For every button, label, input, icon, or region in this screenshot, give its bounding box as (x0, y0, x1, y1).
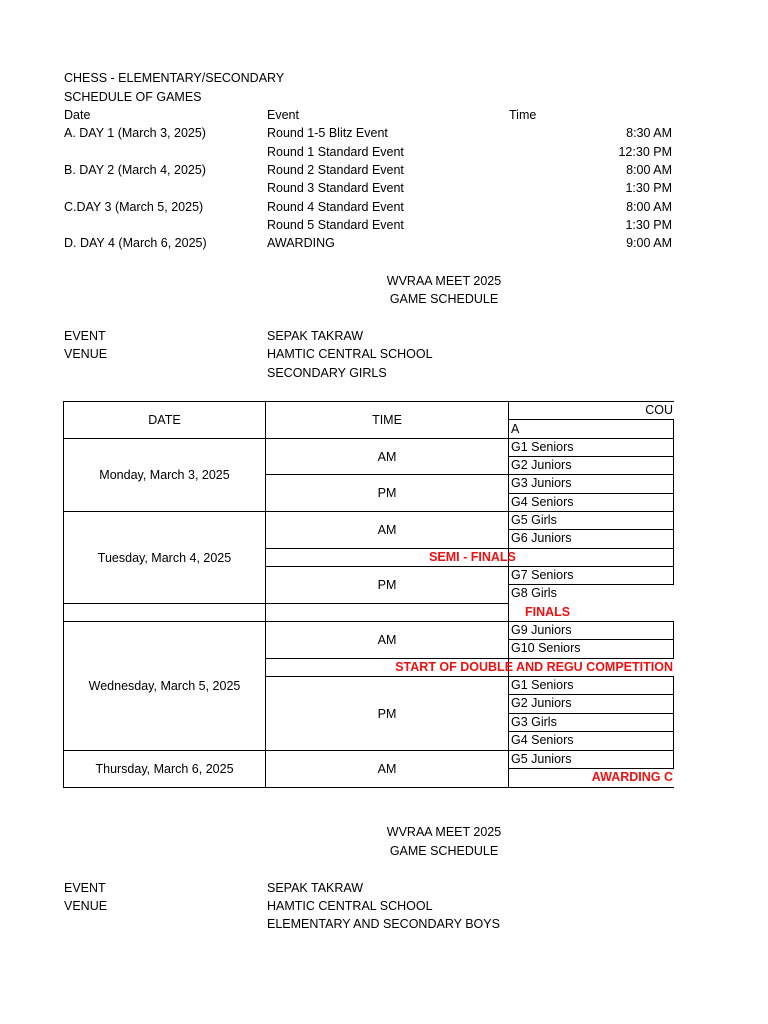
event-value: SEPAK TAKRAW (267, 881, 364, 895)
chess-row-time: 1:30 PM (625, 218, 672, 232)
game-cell: G8 Girls (511, 586, 557, 600)
header-time: TIME (372, 413, 402, 427)
schedule-title: GAME SCHEDULE (389, 844, 499, 858)
chess-row-event: Round 3 Standard Event (267, 181, 404, 195)
game-cell: G4 Seniors (511, 495, 574, 509)
date-cell: Tuesday, March 4, 2025 (97, 550, 232, 565)
chess-row-time: 9:00 AM (626, 236, 672, 250)
event-label: EVENT (64, 881, 106, 895)
chess-row-date: A. DAY 1 (March 3, 2025) (64, 126, 206, 140)
chess-row-time: 8:30 AM (626, 126, 672, 140)
venue-label: VENUE (64, 899, 108, 913)
game-cell: G1 Seniors (511, 440, 574, 454)
time-cell: AM (377, 449, 397, 464)
game-cell: G5 Juniors (511, 752, 572, 766)
date-cell: Wednesday, March 5, 2025 (88, 679, 241, 693)
semi-finals-banner: SEMI - FINALS (429, 550, 516, 564)
chess-header-time: Time (509, 108, 537, 122)
chess-header-date: Date (64, 108, 91, 122)
chess-row-event: Round 5 Standard Event (267, 218, 404, 232)
time-cell: AM (377, 633, 397, 647)
chess-row-date: D. DAY 4 (March 6, 2025) (64, 236, 207, 250)
schedule-title: GAME SCHEDULE (389, 292, 499, 306)
table-border (63, 787, 674, 788)
event-label: EVENT (64, 329, 106, 343)
double-regu-banner: START OF DOUBLE AND REGU COMPETITION (395, 660, 673, 674)
game-cell: G4 Seniors (511, 733, 574, 747)
time-cell: PM (377, 706, 397, 721)
game-schedule-table (63, 401, 674, 788)
time-cell: AM (377, 762, 397, 776)
court-a-label: A (511, 422, 520, 436)
game-cell: G9 Juniors (511, 623, 572, 637)
division-label: SECONDARY GIRLS (267, 366, 387, 380)
chess-row-time: 8:00 AM (626, 200, 672, 214)
chess-row-date: B. DAY 2 (March 4, 2025) (64, 163, 206, 177)
awarding-banner: AWARDING C (591, 770, 673, 784)
game-cell: G10 Seniors (511, 641, 581, 655)
game-cell: G5 Girls (511, 513, 557, 527)
date-cell: Thursday, March 6, 2025 (95, 762, 234, 776)
chess-row-event: Round 4 Standard Event (267, 200, 404, 214)
chess-subtitle: SCHEDULE OF GAMES (64, 90, 202, 104)
chess-title: CHESS - ELEMENTARY/SECONDARY (64, 71, 285, 85)
meet-title: WVRAA MEET 2025 (386, 825, 502, 839)
game-cell: G3 Juniors (511, 476, 572, 490)
header-date: DATE (148, 413, 181, 427)
chess-row-time: 12:30 PM (618, 145, 672, 159)
time-cell: PM (377, 486, 397, 500)
game-cell: G3 Girls (511, 715, 557, 729)
venue-label: VENUE (64, 347, 108, 361)
game-cell: G6 Juniors (511, 531, 572, 545)
venue-value: HAMTIC CENTRAL SCHOOL (267, 347, 433, 361)
chess-row-event: AWARDING (267, 236, 335, 250)
time-cell: PM (377, 578, 397, 592)
venue-value: HAMTIC CENTRAL SCHOOL (267, 899, 433, 913)
chess-row-event: Round 1 Standard Event (267, 145, 404, 159)
header-court: COU (645, 403, 673, 417)
chess-row-event: Round 1-5 Blitz Event (267, 126, 388, 140)
time-cell: AM (377, 523, 397, 537)
chess-row-time: 1:30 PM (625, 181, 672, 195)
finals-banner: FINALS (525, 605, 571, 619)
chess-row-event: Round 2 Standard Event (267, 163, 404, 177)
event-value: SEPAK TAKRAW (267, 329, 364, 343)
game-cell: G2 Juniors (511, 458, 572, 472)
chess-row-date: C.DAY 3 (March 5, 2025) (64, 200, 204, 214)
division-label: ELEMENTARY AND SECONDARY BOYS (267, 917, 500, 931)
game-cell: G1 Seniors (511, 678, 574, 692)
table-border (508, 401, 509, 788)
game-cell: G7 Seniors (511, 568, 574, 582)
date-cell: Monday, March 3, 2025 (99, 468, 230, 482)
chess-row-time: 8:00 AM (626, 163, 672, 177)
meet-title: WVRAA MEET 2025 (386, 274, 502, 288)
game-cell: G2 Juniors (511, 696, 572, 710)
chess-header-event: Event (267, 108, 299, 122)
